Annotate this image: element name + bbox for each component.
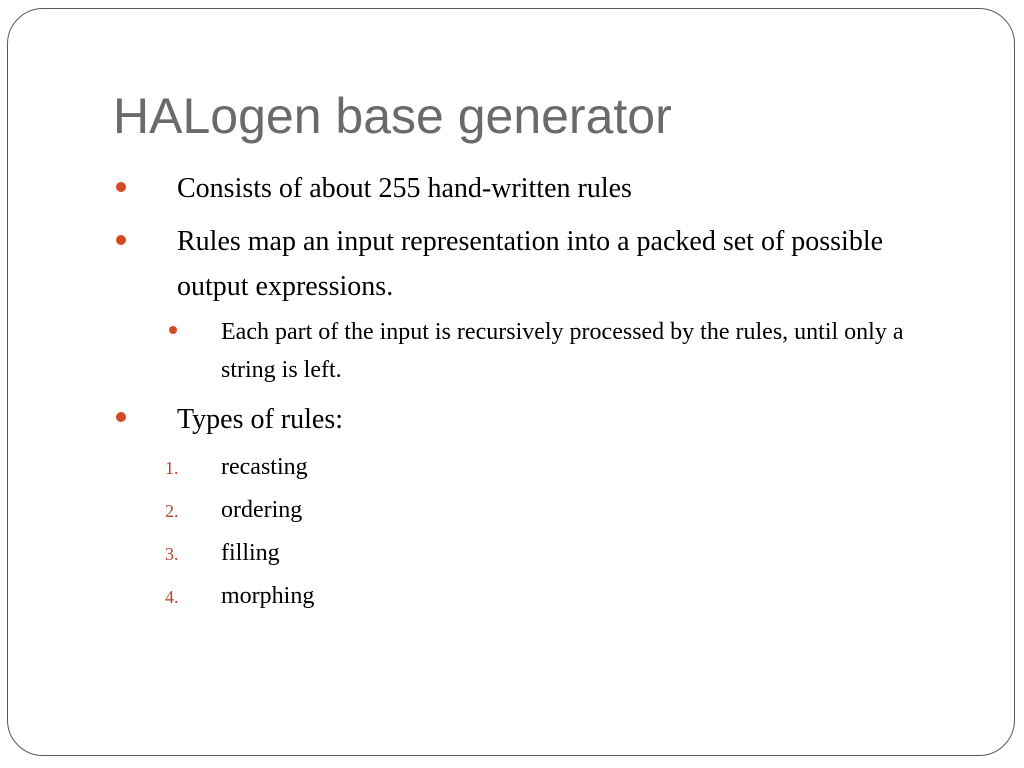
bullet-dot: [116, 412, 126, 422]
numbered-item: ordering: [221, 497, 303, 523]
numbered-item: recasting: [221, 454, 308, 480]
numbered-item: morphing: [221, 583, 315, 609]
list-number: 2.: [165, 501, 179, 521]
list-number: 1.: [165, 458, 179, 478]
bullet-item: Consists of about 255 hand-written rules: [177, 173, 632, 204]
bullet-item: Types of rules:: [177, 404, 344, 435]
sub-bullet-dot: [169, 326, 177, 334]
numbered-item: filling: [221, 540, 280, 566]
bullet-dot: [116, 235, 126, 245]
sub-bullet-item: Each part of the input is recursively processed by the rules, until only a string is left.: [221, 319, 904, 383]
list-number: 4.: [165, 587, 179, 607]
list-number: 3.: [165, 544, 179, 564]
bullet-item: Rules map an input representation into a packed set of possible output expressions.: [177, 226, 884, 302]
bullet-dot: [116, 182, 126, 192]
slide-title: HALogen base generator: [113, 88, 672, 144]
